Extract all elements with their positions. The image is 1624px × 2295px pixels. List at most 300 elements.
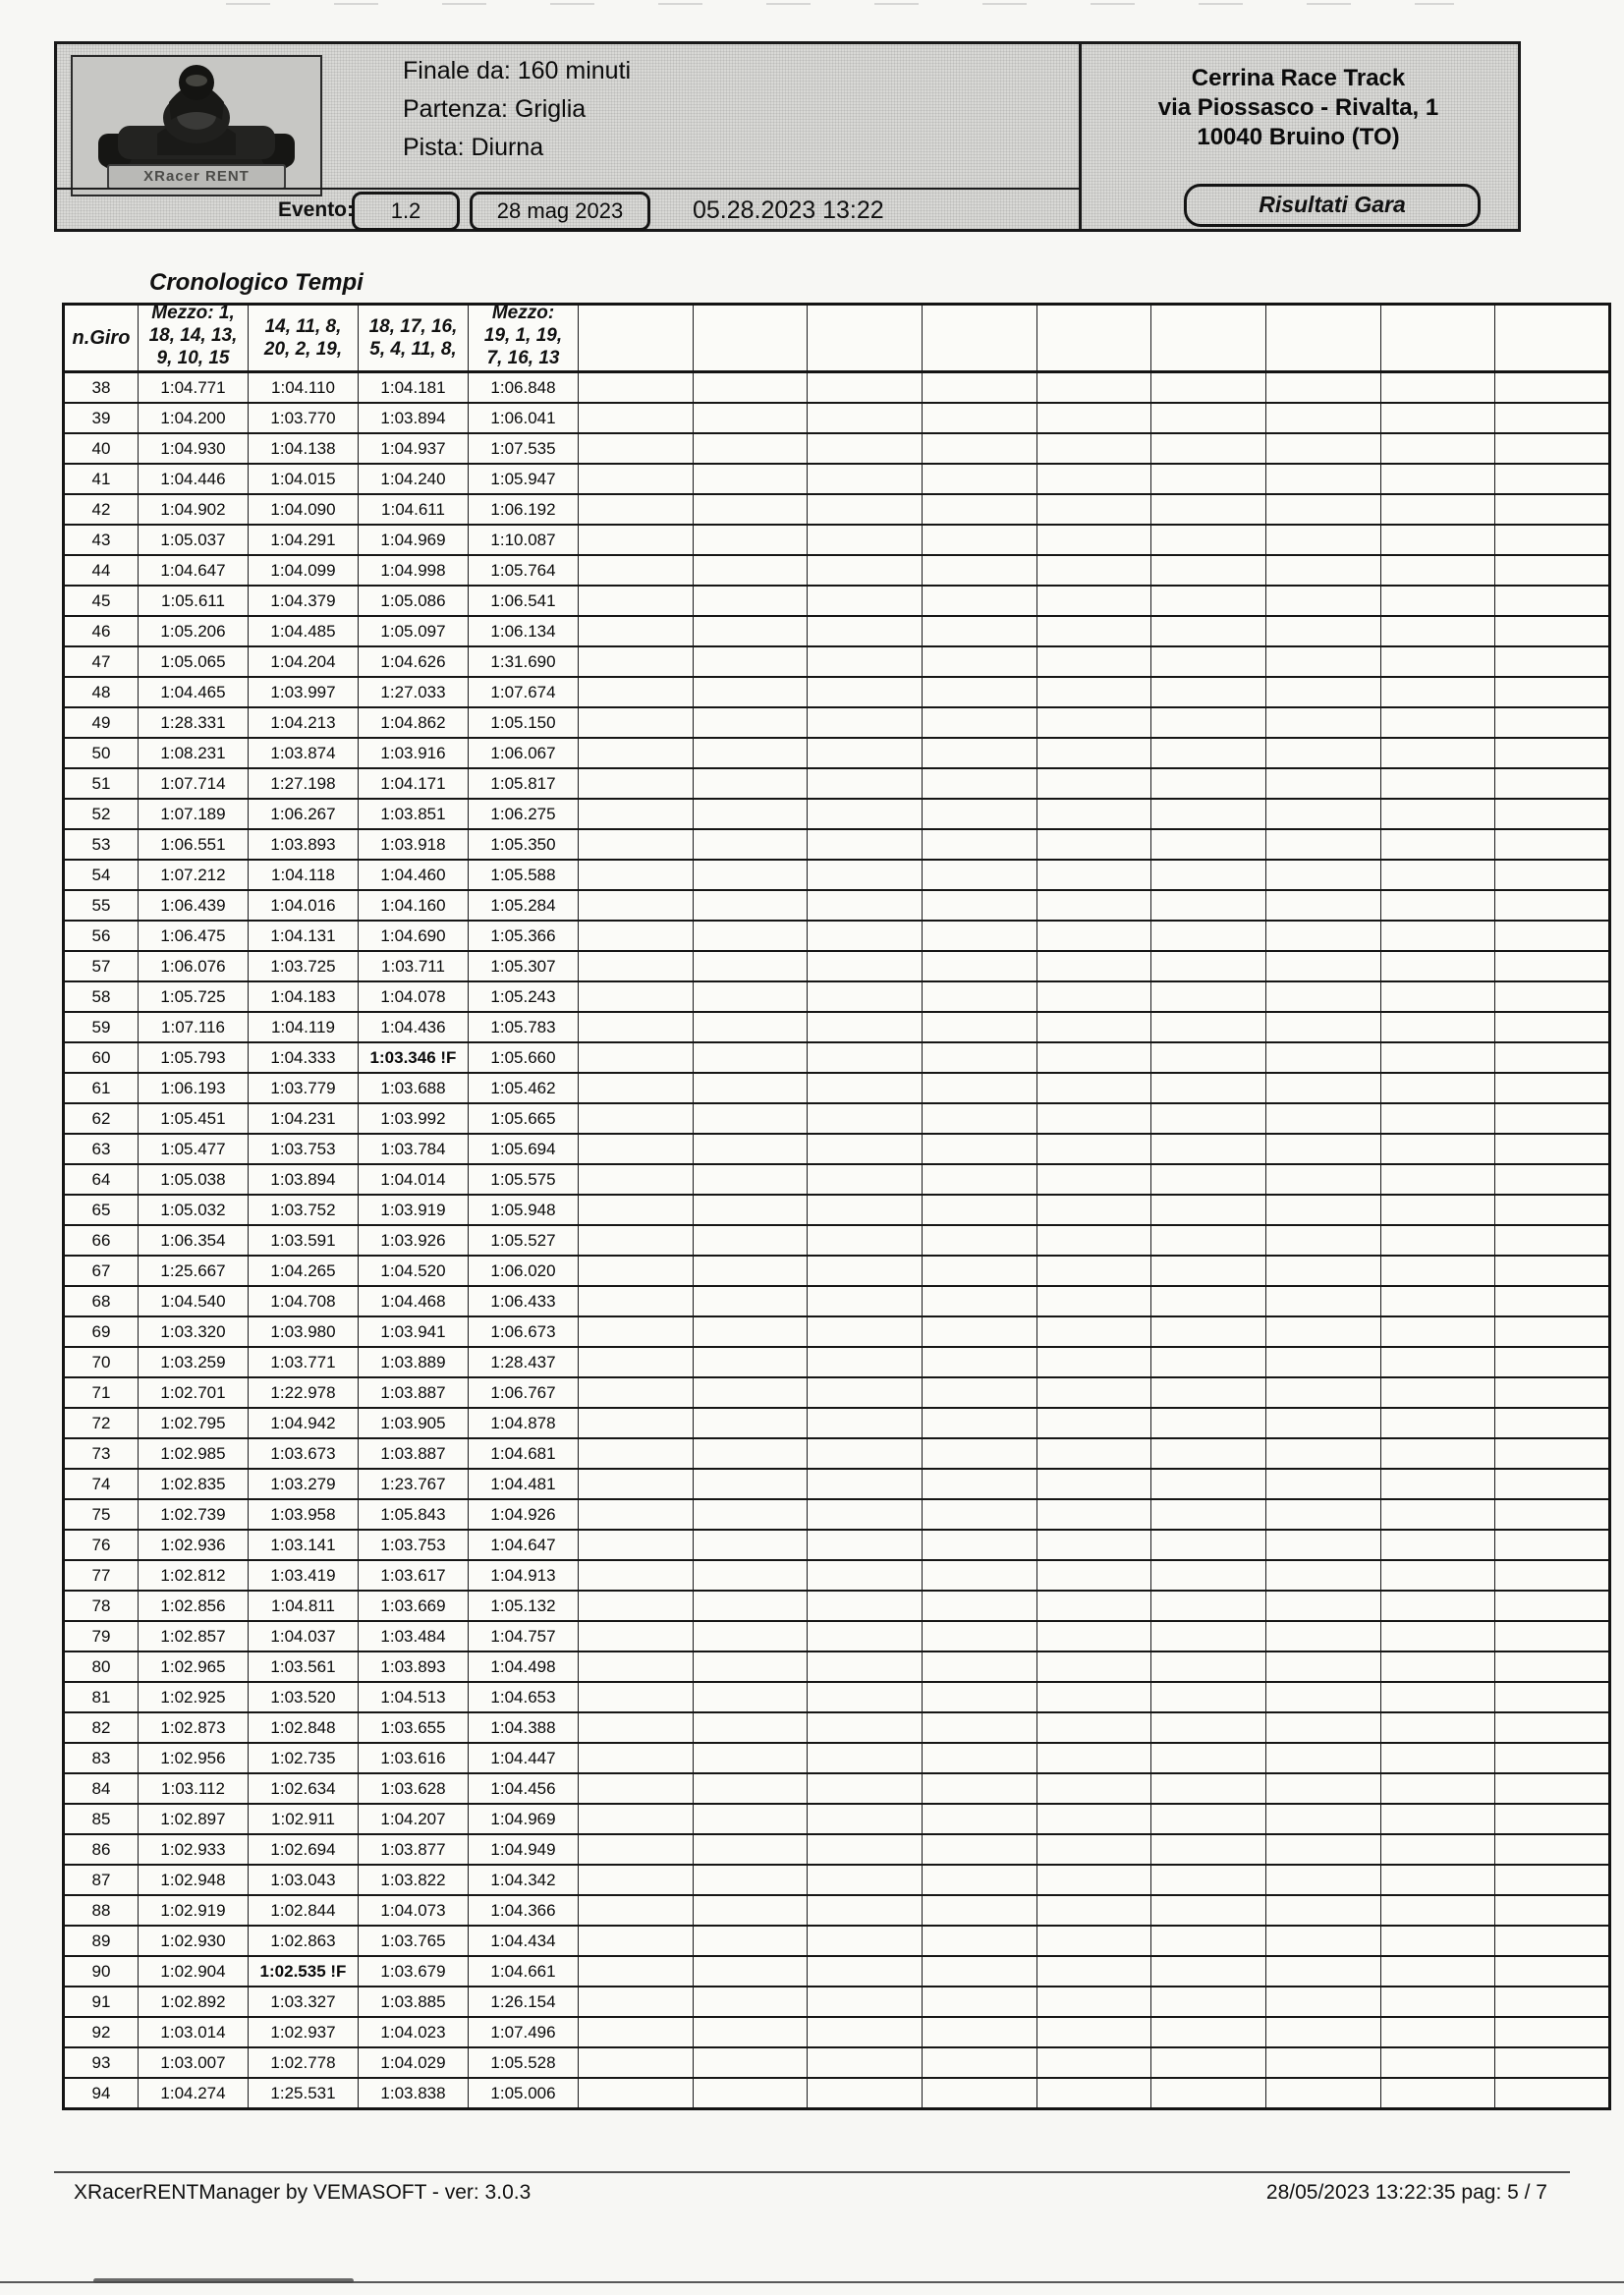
empty-cell	[922, 1591, 1036, 1621]
lap-time-cell: 1:03.889	[359, 1347, 469, 1377]
lap-time-cell: 1:03.655	[359, 1712, 469, 1743]
empty-cell	[579, 646, 694, 677]
lap-time-cell: 1:03.885	[359, 1987, 469, 2017]
table-row	[64, 2078, 1610, 2109]
empty-cell	[808, 616, 923, 646]
lap-time-cell: 1:04.540	[139, 1286, 249, 1316]
empty-cell	[1151, 1865, 1266, 1895]
lap-number-cell: 83	[64, 1743, 139, 1773]
lap-time-cell: 1:05.366	[469, 921, 579, 951]
empty-cell	[1380, 1651, 1495, 1682]
lap-time-cell: 1:04.160	[359, 890, 469, 921]
empty-cell	[1380, 890, 1495, 921]
table-row	[64, 951, 1610, 981]
lap-time-cell: 1:03.822	[359, 1865, 469, 1895]
lap-number-cell: 52	[64, 799, 139, 829]
lap-time-cell: 1:03.259	[139, 1347, 249, 1377]
empty-cell	[1151, 433, 1266, 464]
kart-logo	[71, 55, 322, 196]
empty-cell	[1036, 1591, 1151, 1621]
empty-cell	[1265, 555, 1380, 586]
empty-cell	[808, 494, 923, 525]
empty-cell	[1036, 1560, 1151, 1591]
empty-cell	[808, 1103, 923, 1134]
empty-cell	[1380, 433, 1495, 464]
empty-cell	[808, 464, 923, 494]
empty-cell	[1495, 890, 1610, 921]
empty-cell	[693, 1225, 808, 1256]
empty-cell	[1380, 1256, 1495, 1286]
empty-cell	[1265, 1499, 1380, 1530]
empty-cell	[808, 372, 923, 404]
empty-cell	[693, 1956, 808, 1987]
table-row	[64, 1164, 1610, 1195]
empty-cell	[1495, 981, 1610, 1012]
empty-cell	[1036, 1316, 1151, 1347]
lap-time-cell: 1:04.240	[359, 464, 469, 494]
empty-cell	[1036, 1012, 1151, 1042]
lap-time-cell: 1:03.894	[249, 1164, 359, 1195]
empty-cell	[1036, 555, 1151, 586]
empty-cell	[1495, 677, 1610, 707]
lap-time-cell: 1:04.690	[359, 921, 469, 951]
race-start-type: Partenza: Griglia	[403, 95, 587, 123]
lap-number-cell: 87	[64, 1865, 139, 1895]
empty-cell	[808, 1895, 923, 1926]
lap-number-cell: 88	[64, 1895, 139, 1926]
lap-number-cell: 54	[64, 860, 139, 890]
lap-time-cell: 1:04.942	[249, 1408, 359, 1438]
empty-cell	[922, 1621, 1036, 1651]
empty-cell	[808, 1469, 923, 1499]
empty-cell	[1265, 951, 1380, 981]
empty-cell	[693, 1591, 808, 1621]
empty-cell	[1151, 464, 1266, 494]
lap-time-cell: 1:04.611	[359, 494, 469, 525]
lap-time-cell: 1:05.817	[469, 768, 579, 799]
lap-time-cell: 1:02.892	[139, 1987, 249, 2017]
empty-cell	[1380, 555, 1495, 586]
lap-time-cell: 1:04.073	[359, 1895, 469, 1926]
empty-cell	[1495, 1469, 1610, 1499]
empty-cell	[579, 981, 694, 1012]
empty-cell	[1151, 677, 1266, 707]
empty-cell	[1380, 1408, 1495, 1438]
empty-cell	[1151, 1469, 1266, 1499]
empty-cell	[693, 1347, 808, 1377]
empty-cell	[1495, 1530, 1610, 1560]
empty-cell	[1265, 860, 1380, 890]
table-row	[64, 1834, 1610, 1865]
lap-time-cell: 1:03.591	[249, 1225, 359, 1256]
empty-cell	[579, 1712, 694, 1743]
lap-time-cell: 1:05.528	[469, 2047, 579, 2078]
empty-cell	[1036, 1134, 1151, 1164]
empty-cell	[579, 2047, 694, 2078]
table-row	[64, 1865, 1610, 1895]
lap-time-cell: 1:31.690	[469, 646, 579, 677]
empty-cell	[1151, 2017, 1266, 2047]
lap-time-cell: 1:05.477	[139, 1134, 249, 1164]
empty-cell	[1036, 707, 1151, 738]
lap-time-cell: 1:02.925	[139, 1682, 249, 1712]
empty-cell	[579, 555, 694, 586]
scan-artifact-blob	[93, 2278, 354, 2283]
empty-cell	[1380, 768, 1495, 799]
lap-time-cell: 1:04.078	[359, 981, 469, 1012]
empty-cell	[808, 951, 923, 981]
empty-cell	[922, 403, 1036, 433]
empty-cell	[1380, 1438, 1495, 1469]
vehicle-column-header: 18, 17, 16, 5, 4, 11, 8,	[359, 305, 469, 372]
empty-cell	[693, 1712, 808, 1743]
empty-cell	[1151, 525, 1266, 555]
empty-cell	[808, 1682, 923, 1712]
empty-cell	[1495, 1743, 1610, 1773]
lap-time-cell: 1:03.926	[359, 1225, 469, 1256]
footer-divider	[54, 2171, 1570, 2173]
lap-time-cell: 1:25.531	[249, 2078, 359, 2109]
table-row	[64, 1073, 1610, 1103]
lap-time-cell: 1:03.141	[249, 1530, 359, 1560]
table-row	[64, 555, 1610, 586]
lap-number-cell: 43	[64, 525, 139, 555]
lap-time-cell: 1:05.948	[469, 1195, 579, 1225]
empty-cell	[579, 403, 694, 433]
empty-cell	[1495, 1560, 1610, 1591]
empty-cell	[693, 799, 808, 829]
lap-time-cell: 1:03.484	[359, 1621, 469, 1651]
empty-cell	[1495, 464, 1610, 494]
empty-cell	[808, 1042, 923, 1073]
table-row	[64, 525, 1610, 555]
scan-artifact-top	[226, 3, 1454, 5]
lap-time-cell: 1:04.110	[249, 372, 359, 404]
empty-cell	[1265, 1134, 1380, 1164]
empty-cell	[1036, 1804, 1151, 1834]
table-row	[64, 890, 1610, 921]
empty-cell	[808, 1560, 923, 1591]
lap-time-cell: 1:04.291	[249, 525, 359, 555]
empty-cell	[1036, 1073, 1151, 1103]
event-label: Evento:	[278, 198, 355, 221]
empty-cell	[1151, 2047, 1266, 2078]
lap-number-cell: 68	[64, 1286, 139, 1316]
lap-time-cell: 1:02.911	[249, 1804, 359, 1834]
table-row	[64, 403, 1610, 433]
vehicle-column-header: Mezzo: 1, 18, 14, 13, 9, 10, 15	[139, 305, 249, 372]
lap-time-cell: 1:02.933	[139, 1834, 249, 1865]
empty-cell	[1380, 1956, 1495, 1987]
empty-cell	[579, 1377, 694, 1408]
empty-cell	[579, 921, 694, 951]
empty-cell	[1036, 646, 1151, 677]
empty-cell	[1380, 1377, 1495, 1408]
lap-time-cell: 1:03.997	[249, 677, 359, 707]
empty-cell	[1151, 1926, 1266, 1956]
lap-number-cell: 42	[64, 494, 139, 525]
empty-cell	[1380, 981, 1495, 1012]
table-row	[64, 677, 1610, 707]
lap-time-cell: 1:08.231	[139, 738, 249, 768]
empty-cell	[1380, 1591, 1495, 1621]
table-row	[64, 1347, 1610, 1377]
empty-cell	[1265, 494, 1380, 525]
empty-cell	[1036, 1834, 1151, 1865]
empty-cell	[1151, 1773, 1266, 1804]
empty-cell	[1265, 2017, 1380, 2047]
lap-number-cell: 53	[64, 829, 139, 860]
empty-cell	[922, 1865, 1036, 1895]
race-info	[403, 52, 631, 167]
lap-number-cell: 51	[64, 768, 139, 799]
empty-cell	[1151, 1560, 1266, 1591]
empty-cell	[1151, 1377, 1266, 1408]
lap-number-cell: 62	[64, 1103, 139, 1134]
empty-cell	[1380, 1316, 1495, 1347]
lap-number-cell: 94	[64, 2078, 139, 2109]
lap-time-cell: 1:02.778	[249, 2047, 359, 2078]
empty-cell	[808, 1316, 923, 1347]
lap-time-cell: 1:04.204	[249, 646, 359, 677]
empty-cell	[808, 677, 923, 707]
lap-time-cell: 1:03.112	[139, 1773, 249, 1804]
results-title-box: Risultati Gara	[1184, 184, 1481, 227]
lap-time-cell: 1:04.653	[469, 1682, 579, 1712]
empty-cell	[1380, 494, 1495, 525]
lap-time-cell: 1:04.016	[249, 890, 359, 921]
empty-cell	[1265, 1621, 1380, 1651]
empty-cell	[1265, 1438, 1380, 1469]
empty-cell	[693, 1316, 808, 1347]
lap-time-cell: 1:04.468	[359, 1286, 469, 1316]
empty-cell	[1495, 1591, 1610, 1621]
empty-cell	[693, 1195, 808, 1225]
empty-cell	[808, 860, 923, 890]
lap-time-cell: 1:05.462	[469, 1073, 579, 1103]
lap-time-cell: 1:04.681	[469, 1438, 579, 1469]
empty-cell	[1151, 921, 1266, 951]
empty-cell	[579, 464, 694, 494]
empty-cell	[1265, 2047, 1380, 2078]
empty-cell	[1380, 1682, 1495, 1712]
empty-cell	[1036, 616, 1151, 646]
empty-cell	[1036, 677, 1151, 707]
empty-cell	[1151, 1347, 1266, 1377]
empty-cell	[1265, 616, 1380, 646]
empty-cell	[579, 860, 694, 890]
empty-cell	[922, 981, 1036, 1012]
empty-cell	[808, 1377, 923, 1408]
lap-time-cell: 1:03.617	[359, 1560, 469, 1591]
empty-cell	[693, 433, 808, 464]
lap-time-cell: 1:03.779	[249, 1073, 359, 1103]
empty-cell	[1495, 1012, 1610, 1042]
lap-number-cell: 92	[64, 2017, 139, 2047]
empty-cell	[922, 1377, 1036, 1408]
lap-time-cell: 1:02.919	[139, 1895, 249, 1926]
lap-time-cell: 1:04.131	[249, 921, 359, 951]
empty-cell	[922, 2047, 1036, 2078]
empty-cell	[1265, 738, 1380, 768]
empty-cell	[1265, 1073, 1380, 1103]
empty-cell	[922, 525, 1036, 555]
empty-cell	[579, 1256, 694, 1286]
empty-cell	[1495, 1164, 1610, 1195]
table-row	[64, 586, 1610, 616]
empty-cell	[1495, 1438, 1610, 1469]
lap-time-cell: 1:02.873	[139, 1712, 249, 1743]
empty-cell	[1380, 1530, 1495, 1560]
empty-cell	[1380, 1834, 1495, 1865]
lap-time-cell: 1:03.725	[249, 951, 359, 981]
lap-time-cell: 1:05.086	[359, 586, 469, 616]
lap-time-cell: 1:05.038	[139, 1164, 249, 1195]
lap-time-cell: 1:06.767	[469, 1377, 579, 1408]
empty-cell	[808, 1773, 923, 1804]
lap-time-cell: 1:07.496	[469, 2017, 579, 2047]
empty-cell	[922, 1286, 1036, 1316]
event-number-box: 1.2	[352, 192, 460, 231]
empty-cell	[1265, 372, 1380, 404]
lap-time-cell: 1:04.342	[469, 1865, 579, 1895]
empty-cell	[693, 616, 808, 646]
lap-time-cell: 1:06.020	[469, 1256, 579, 1286]
lap-number-cell: 46	[64, 616, 139, 646]
lap-time-cell: 1:03.753	[249, 1134, 359, 1164]
lap-time-cell: 1:02.985	[139, 1438, 249, 1469]
empty-cell	[922, 555, 1036, 586]
empty-cell	[1036, 1926, 1151, 1956]
empty-cell	[808, 1134, 923, 1164]
empty-cell	[808, 1164, 923, 1195]
empty-cell	[579, 1073, 694, 1103]
event-date-box: 28 mag 2023	[470, 192, 650, 231]
empty-cell	[808, 525, 923, 555]
lap-time-cell: 1:02.795	[139, 1408, 249, 1438]
lap-time-cell: 1:04.771	[139, 372, 249, 404]
race-track-mode: Pista: Diurna	[403, 134, 544, 161]
empty-cell	[1380, 2017, 1495, 2047]
lap-time-cell: 1:04.436	[359, 1012, 469, 1042]
lap-time-cell: 1:03.992	[359, 1103, 469, 1134]
empty-cell	[808, 1804, 923, 1834]
lap-time-cell: 1:03.327	[249, 1987, 359, 2017]
empty-cell	[1265, 768, 1380, 799]
lap-time-cell: 1:27.033	[359, 677, 469, 707]
table-row	[64, 799, 1610, 829]
empty-cell	[922, 1316, 1036, 1347]
lap-time-cell: 1:04.926	[469, 1499, 579, 1530]
empty-cell	[922, 1804, 1036, 1834]
empty-cell	[808, 1256, 923, 1286]
empty-cell	[1036, 1438, 1151, 1469]
empty-cell	[579, 738, 694, 768]
lap-column-header: n.Giro	[64, 305, 139, 372]
empty-cell	[693, 1743, 808, 1773]
empty-cell	[579, 586, 694, 616]
empty-cell	[1151, 1103, 1266, 1134]
empty-cell	[693, 1377, 808, 1408]
empty-cell	[1265, 1225, 1380, 1256]
empty-column-header	[579, 305, 694, 372]
empty-cell	[693, 1134, 808, 1164]
empty-cell	[1265, 677, 1380, 707]
empty-cell	[1036, 403, 1151, 433]
lap-time-cell: 1:06.551	[139, 829, 249, 860]
lap-time-cell: 1:03.893	[249, 829, 359, 860]
lap-time-cell: 1:04.485	[249, 616, 359, 646]
lap-time-cell: 1:03.916	[359, 738, 469, 768]
empty-cell	[1151, 768, 1266, 799]
table-row	[64, 1286, 1610, 1316]
lap-time-cell: 1:02.634	[249, 1773, 359, 1804]
empty-cell	[579, 707, 694, 738]
table-row	[64, 372, 1610, 404]
lap-time-cell: 1:04.207	[359, 1804, 469, 1834]
empty-cell	[808, 2078, 923, 2109]
empty-column-header	[1265, 305, 1380, 372]
empty-cell	[1265, 525, 1380, 555]
table-row	[64, 981, 1610, 1012]
empty-cell	[808, 921, 923, 951]
lap-time-cell: 1:04.902	[139, 494, 249, 525]
empty-cell	[1036, 1773, 1151, 1804]
lap-time-cell: 1:03.771	[249, 1347, 359, 1377]
lap-number-cell: 61	[64, 1073, 139, 1103]
lap-time-cell: 1:02.844	[249, 1895, 359, 1926]
empty-cell	[1151, 1712, 1266, 1743]
empty-column-header	[1036, 305, 1151, 372]
empty-cell	[1265, 464, 1380, 494]
empty-cell	[1265, 586, 1380, 616]
empty-cell	[1265, 1316, 1380, 1347]
lap-time-cell: 1:06.673	[469, 1316, 579, 1347]
empty-cell	[693, 1682, 808, 1712]
table-row	[64, 1530, 1610, 1560]
empty-cell	[808, 1499, 923, 1530]
empty-cell	[693, 707, 808, 738]
table-row	[64, 1773, 1610, 1804]
empty-cell	[1265, 1012, 1380, 1042]
lap-time-cell: 1:04.379	[249, 586, 359, 616]
empty-cell	[1495, 860, 1610, 890]
empty-cell	[1495, 2047, 1610, 2078]
empty-cell	[922, 1987, 1036, 2017]
empty-cell	[1265, 646, 1380, 677]
lap-time-cell: 1:03.711	[359, 951, 469, 981]
lap-time-cell: 1:03.752	[249, 1195, 359, 1225]
empty-cell	[1495, 1377, 1610, 1408]
empty-cell	[1036, 1256, 1151, 1286]
table-row	[64, 1103, 1610, 1134]
empty-cell	[1036, 1621, 1151, 1651]
empty-cell	[1265, 1743, 1380, 1773]
lap-time-cell: 1:05.284	[469, 890, 579, 921]
empty-cell	[579, 1834, 694, 1865]
empty-cell	[1495, 1804, 1610, 1834]
table-row	[64, 738, 1610, 768]
lap-time-cell: 1:02.735	[249, 1743, 359, 1773]
table-row	[64, 1438, 1610, 1469]
empty-cell	[1265, 1195, 1380, 1225]
empty-cell	[1036, 1682, 1151, 1712]
lap-number-cell: 47	[64, 646, 139, 677]
empty-cell	[1151, 403, 1266, 433]
lap-time-cell: 1:03.784	[359, 1134, 469, 1164]
lap-time-cell: 1:05.793	[139, 1042, 249, 1073]
lap-number-cell: 57	[64, 951, 139, 981]
